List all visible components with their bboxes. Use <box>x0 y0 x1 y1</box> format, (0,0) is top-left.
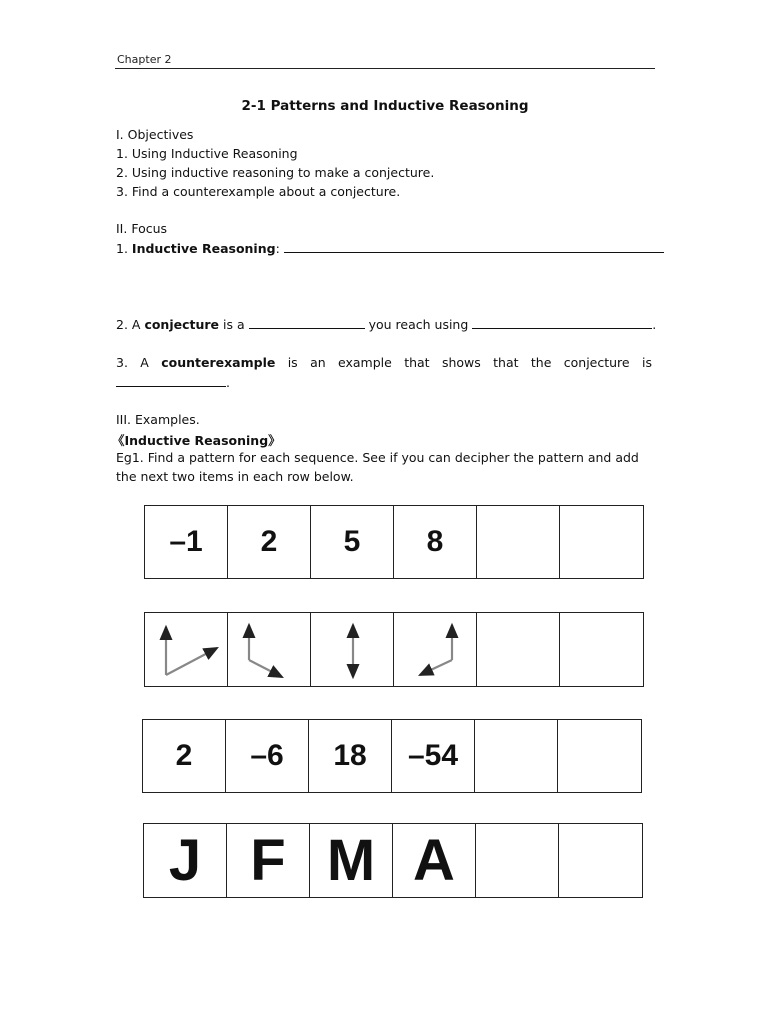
focus-item-2-prefix: 2. A <box>116 317 145 332</box>
objectives-heading: I. Objectives <box>116 127 194 142</box>
sequence-cell: –1 <box>144 505 228 579</box>
sequence-row-4 <box>143 823 643 898</box>
focus-item-2-mid: is a <box>219 317 245 332</box>
up-down-arrows-icon <box>317 615 387 685</box>
sequence-row-2 <box>144 612 644 687</box>
sequence-cell: 8 <box>394 505 477 579</box>
sequence-cell: M <box>310 823 393 898</box>
sequence-cell: F <box>227 823 310 898</box>
counterexample-term: counterexample <box>161 355 276 370</box>
focus-item-3-word: that <box>493 355 519 370</box>
focus-item-3-word: example <box>338 355 392 370</box>
sequence-cell <box>311 612 394 687</box>
focus-item-3-line <box>116 355 652 370</box>
up-downleft-arrows-icon <box>400 615 470 685</box>
eg1-instruction-line-2: the next two items in each row below. <box>116 469 354 484</box>
up-right-arrows-icon <box>151 615 221 685</box>
objective-item: 2. Using inductive reasoning to make a conjecture. <box>116 165 435 180</box>
conjecture-blank-2 <box>472 316 652 329</box>
sequence-cell: 5 <box>311 505 394 579</box>
focus-item-3-word: the <box>530 355 552 370</box>
conjecture-blank-1 <box>249 316 365 329</box>
chapter-header: Chapter 2 <box>117 53 172 66</box>
eg1-instruction-line-1: Eg1. Find a pattern for each sequence. See if you can decipher the pattern and add <box>116 450 639 465</box>
objective-item: 1. Using Inductive Reasoning <box>116 146 298 161</box>
answer-cell <box>560 505 644 579</box>
inductive-reasoning-term: Inductive Reasoning <box>131 241 276 256</box>
focus-item-3-word: shows <box>441 355 481 370</box>
answer-cell <box>477 505 560 579</box>
conjecture-term: conjecture <box>144 317 220 332</box>
focus-item-3-word: 3. <box>116 355 128 370</box>
focus-item-3-word: conjecture <box>563 355 630 370</box>
examples-heading: III. Examples. <box>116 412 200 427</box>
header-rule <box>115 68 655 69</box>
answer-cell <box>475 719 558 793</box>
answer-cell <box>560 612 644 687</box>
sequence-row-1 <box>144 505 644 579</box>
sequence-cell: 2 <box>228 505 311 579</box>
focus-item-3-word: A <box>140 355 149 370</box>
focus-item-3-word: an <box>310 355 326 370</box>
focus-item-2-end: . <box>652 317 657 332</box>
sequence-cell <box>228 612 311 687</box>
sequence-cell: J <box>143 823 227 898</box>
sequence-cell <box>394 612 477 687</box>
focus-item-1 <box>116 240 664 256</box>
focus-item-1-colon: : <box>275 241 280 256</box>
sequence-cell: A <box>393 823 476 898</box>
focus-item-3-word: is <box>641 355 652 370</box>
focus-item-2 <box>116 316 656 332</box>
answer-cell <box>559 823 643 898</box>
focus-item-3-word: is <box>287 355 298 370</box>
sequence-cell <box>144 612 228 687</box>
examples-subheading: 《Inductive Reasoning》 <box>112 433 281 448</box>
focus-item-2-mid2: you reach using <box>368 317 469 332</box>
sequence-cell: –6 <box>226 719 309 793</box>
sequence-cell: –54 <box>392 719 475 793</box>
up-downright-arrows-icon <box>234 615 304 685</box>
inductive-reasoning-blank <box>284 240 664 253</box>
focus-item-3-word: that <box>404 355 430 370</box>
focus-item-1-number: 1. <box>116 241 128 256</box>
objective-item: 3. Find a counterexample about a conjecture. <box>116 184 401 199</box>
sequence-cell: 18 <box>309 719 392 793</box>
focus-heading: II. Focus <box>116 221 168 236</box>
sequence-row-3 <box>142 719 642 793</box>
page-title: 2-1 Patterns and Inductive Reasoning <box>241 98 529 114</box>
answer-cell <box>477 612 560 687</box>
answer-cell <box>558 719 642 793</box>
counterexample-blank <box>116 374 226 387</box>
focus-item-3-end: . <box>226 375 230 390</box>
sequence-cell: 2 <box>142 719 226 793</box>
answer-cell <box>476 823 559 898</box>
focus-item-3-continuation <box>116 374 230 390</box>
